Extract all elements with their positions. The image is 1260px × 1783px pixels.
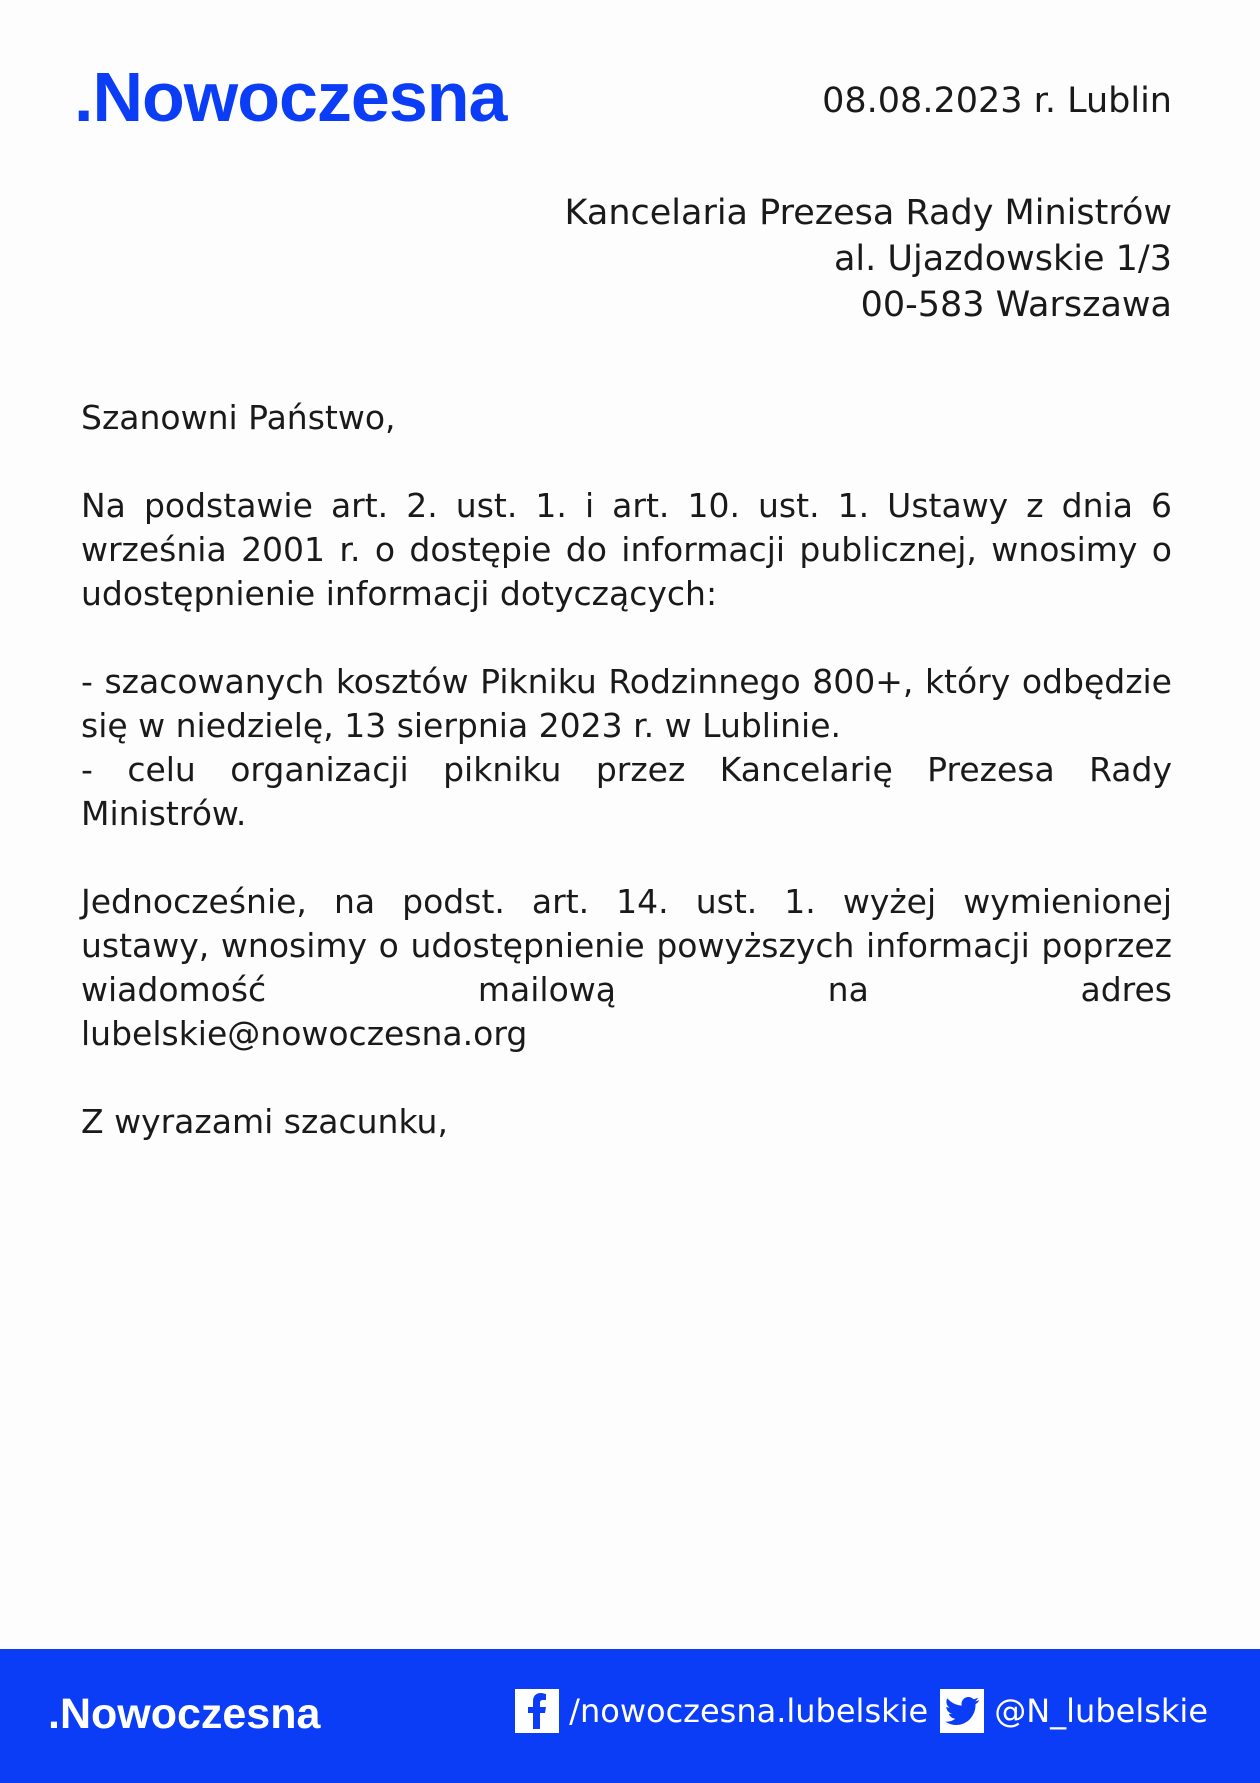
closing: Z wyrazami szacunku, (81, 1102, 448, 1141)
salutation: Szanowni Państwo, (81, 398, 396, 437)
recipient-address (565, 190, 1172, 328)
paragraph-delivery (81, 880, 1172, 1056)
logo-header: .Nowoczesna (74, 58, 507, 136)
recipient-street: al. Ujazdowskie 1/3 (833, 239, 1172, 279)
facebook-icon[interactable] (515, 1689, 559, 1733)
twitter-handle[interactable]: @N_lubelskie (994, 1692, 1208, 1730)
paragraph-delivery-text: Jednocześnie, na podst. art. 14. ust. 1. wyżej wymienionej ustawy, wnosimy o udostępnienie powyższych informacji poprzez wiadomość mailową na adres (81, 882, 1172, 1009)
list-item-costs: - szacowanych kosztów Pikniku Rodzinnego 800+, który odbędzie się w niedzielę, 13 sierpnia 2023 r. w Lublinie. (81, 662, 1172, 745)
twitter-icon[interactable] (940, 1689, 984, 1733)
recipient-city: 00-583 Warszawa (860, 285, 1172, 325)
facebook-handle[interactable]: /nowoczesna.lubelskie (569, 1692, 929, 1730)
paragraph-request: Na podstawie art. 2. ust. 1. i art. 10. ust. 1. Ustawy z dnia 6 września 2001 r. o dostępie do informacji publicznej, wnosimy o udostępnienie informacji dotyczących: (81, 486, 1172, 613)
logo-footer: .Nowoczesna (48, 1690, 321, 1738)
recipient-name: Kancelaria Prezesa Rady Ministrów (564, 193, 1172, 233)
date-place: 08.08.2023 r. Lublin (822, 81, 1172, 121)
list-item-purpose: - celu organizacji pikniku przez Kancelarię Prezesa Rady Ministrów. (81, 750, 1172, 833)
social-links (515, 1689, 1208, 1733)
email-address: lubelskie@nowoczesna.org (81, 1014, 528, 1053)
footer-bar (0, 1649, 1260, 1783)
letter-body (81, 396, 1172, 1188)
